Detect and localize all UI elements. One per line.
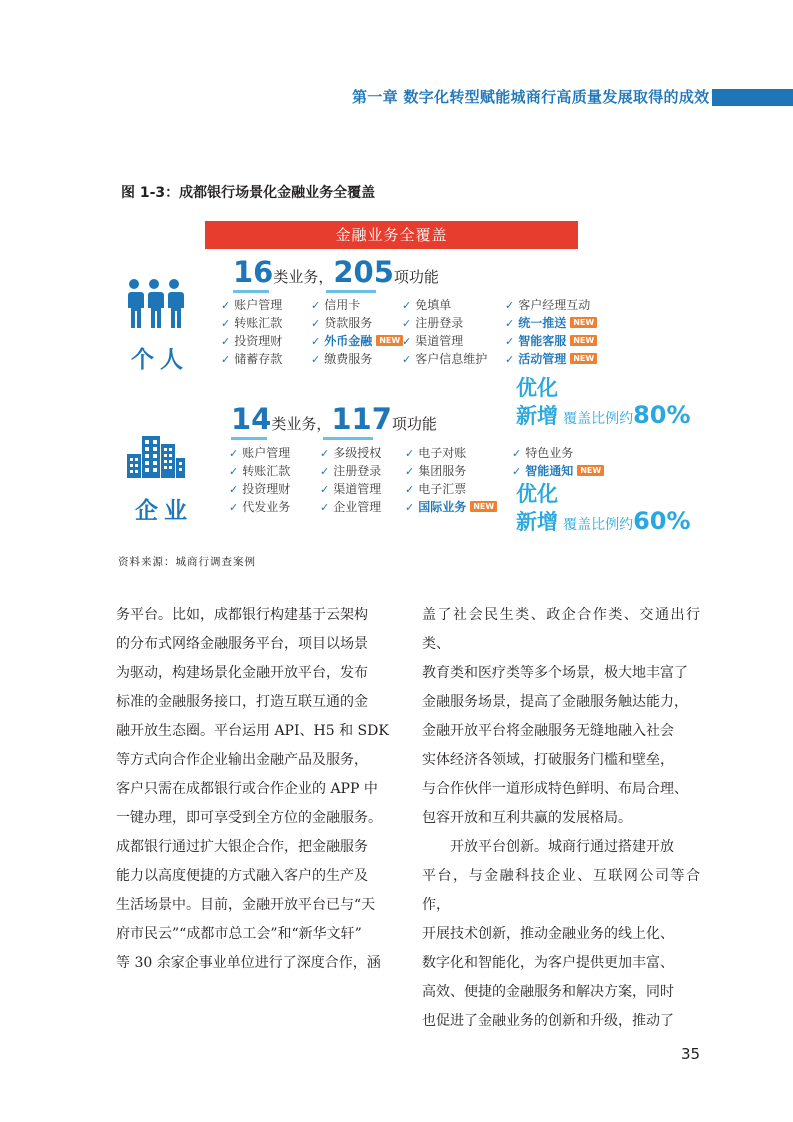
enterprise-stats: [231, 402, 437, 436]
body-line: 金融服务场景，提高了金融服务触达能力，: [422, 694, 688, 710]
feature-item: ✓ 投资理财: [221, 334, 283, 348]
feature-item: ✓ 渠道管理: [402, 334, 464, 348]
new-badge: NEW: [376, 335, 403, 346]
feature-item: ✓ 客户经理互动: [505, 298, 591, 312]
body-line: 实体经济各领域，打破服务门槛和壁垒，: [422, 752, 674, 768]
feature-item: ✓ 转账汇款: [221, 316, 283, 330]
coverage-percent: 80%: [633, 401, 691, 429]
enterprise-function-text: 项功能: [391, 415, 437, 433]
optimize-text: 优化: [516, 376, 558, 400]
feature-item: ✓ 免填单: [402, 298, 452, 312]
coverage-text: 覆盖比例约: [563, 411, 634, 427]
enterprise-count-underline: [231, 437, 267, 440]
people-icon: [124, 278, 184, 330]
feature-item-new: ✓ 智能通知 NEW: [512, 464, 604, 479]
personal-label: 个人: [131, 347, 189, 373]
body-line: 平台，与金融科技企业、互联网公司等合作，: [422, 868, 700, 913]
feature-item: ✓ 注册登录: [402, 316, 464, 330]
feature-item-new: ✓ 外币金融 NEW: [311, 334, 403, 349]
figure-banner: 金融业务全覆盖: [205, 221, 578, 249]
optimize-text: 优化: [516, 482, 558, 506]
body-line: 包容开放和互利共赢的发展格局。: [422, 810, 632, 826]
enterprise-business-count: 14: [231, 402, 272, 436]
personal-business-text: 类业务，: [273, 268, 334, 286]
figure-title: 图 1-3：成都银行场景化金融业务全覆盖: [121, 185, 376, 201]
coverage-text: 覆盖比例约: [563, 517, 634, 533]
body-line: 为驱动，构建场景化金融开放平台，发布: [116, 665, 368, 681]
body-line: 数字化和智能化，为客户提供更加丰富、: [422, 955, 674, 971]
body-line: 生活场景中。目前，金融开放平台已与“天: [116, 897, 376, 913]
feature-item: ✓ 渠道管理: [320, 482, 382, 496]
feature-item-new: ✓ 国际业务 NEW: [405, 500, 497, 515]
feature-item: ✓ 缴费服务: [311, 352, 373, 366]
body-line: 一键办理，即可享受到全方位的金融服务。: [116, 810, 382, 826]
enterprise-optimize-block: [516, 482, 691, 535]
body-line: 融开放生态圈。平台运用 API、H5 和 SDK: [116, 723, 389, 739]
personal-function-text: 项功能: [393, 268, 439, 286]
enterprise-count-underline: [323, 437, 373, 440]
enterprise-business-text: 类业务，: [271, 415, 332, 433]
feature-item: ✓ 集团服务: [405, 464, 467, 478]
body-column-right: [422, 601, 700, 1036]
new-add-text: 新增: [516, 510, 558, 534]
personal-count-underline: [233, 290, 269, 293]
feature-item: ✓ 注册登录: [320, 464, 382, 478]
chapter-title: 第一章 数字化转型赋能城商行高质量发展取得的成效: [352, 88, 710, 106]
feature-item: ✓ 代发业务: [229, 500, 291, 514]
feature-item: ✓ 电子对账: [405, 446, 467, 460]
feature-item: ✓ 特色业务: [512, 446, 574, 460]
personal-optimize-block: [516, 376, 691, 429]
feature-item: ✓ 多级授权: [320, 446, 382, 460]
personal-count-underline: [326, 290, 376, 293]
body-line: 盖了社会民生类、政企合作类、交通出行类、: [422, 607, 700, 652]
page-number: 35: [681, 1045, 701, 1063]
body-line: 教育类和医疗类等多个场景，极大地丰富了: [422, 665, 688, 681]
new-badge: NEW: [470, 501, 497, 512]
body-line: 府市民云”“成都市总工会”和“新华文轩”: [116, 926, 362, 942]
personal-business-count: 16: [233, 255, 274, 289]
feature-item: ✓ 企业管理: [320, 500, 382, 514]
body-line: 标准的金融服务接口，打造互联互通的金: [116, 694, 368, 710]
coverage-percent: 60%: [633, 507, 691, 535]
body-line: 与合作伙伴一道形成特色鲜明、布局合理、: [422, 781, 688, 797]
feature-item-new: ✓ 智能客服 NEW: [505, 334, 597, 349]
personal-stats: [233, 255, 439, 289]
buildings-icon: [127, 436, 185, 478]
feature-item: ✓ 电子汇票: [405, 482, 467, 496]
body-line: 高效、便捷的金融服务和解决方案，同时: [422, 984, 674, 1000]
body-line: 也促进了金融业务的创新和升级，推动了: [422, 1013, 674, 1029]
body-column-left: [116, 601, 394, 978]
new-add-text: 新增: [516, 404, 558, 428]
feature-item: ✓ 账户管理: [221, 298, 283, 312]
body-line: 客户只需在成都银行或合作企业的 APP 中: [116, 781, 378, 797]
feature-item: ✓ 信用卡: [311, 298, 361, 312]
body-line: 成都银行通过扩大银企合作，把金融服务: [116, 839, 368, 855]
feature-item: ✓ 账户管理: [229, 446, 291, 460]
body-line: 的分布式网络金融服务平台，项目以场景: [116, 636, 368, 652]
feature-item: ✓ 储蓄存款: [221, 352, 283, 366]
enterprise-label: 企业: [135, 498, 193, 524]
body-line: 开展技术创新，推动金融业务的线上化、: [422, 926, 674, 942]
body-line: 开放平台创新。城商行通过搭建开放: [450, 839, 674, 855]
body-line: 务平台。比如，成都银行构建基于云架构: [116, 607, 368, 623]
new-badge: NEW: [570, 317, 597, 328]
new-badge: NEW: [570, 335, 597, 346]
body-line: 金融开放平台将金融服务无缝地融入社会: [422, 723, 674, 739]
feature-item-new: ✓ 统一推送 NEW: [505, 316, 597, 331]
body-line: 能力以高度便捷的方式融入客户的生产及: [116, 868, 368, 884]
header-accent-bar: [712, 89, 793, 106]
feature-item: ✓ 转账汇款: [229, 464, 291, 478]
enterprise-function-count: 117: [331, 402, 392, 436]
body-line: 等方式向合作企业输出金融产品及服务，: [116, 752, 368, 768]
feature-item: ✓ 贷款服务: [311, 316, 373, 330]
feature-item: ✓ 客户信息维护: [402, 352, 488, 366]
feature-item: ✓ 投资理财: [229, 482, 291, 496]
body-line: 等 30 余家企事业单位进行了深度合作，涵: [116, 955, 381, 971]
new-badge: NEW: [577, 465, 604, 476]
new-badge: NEW: [570, 353, 597, 364]
personal-function-count: 205: [333, 255, 394, 289]
figure-source: 资料来源：城商行调查案例: [118, 556, 256, 568]
feature-item-new: ✓ 活动管理 NEW: [505, 352, 597, 367]
